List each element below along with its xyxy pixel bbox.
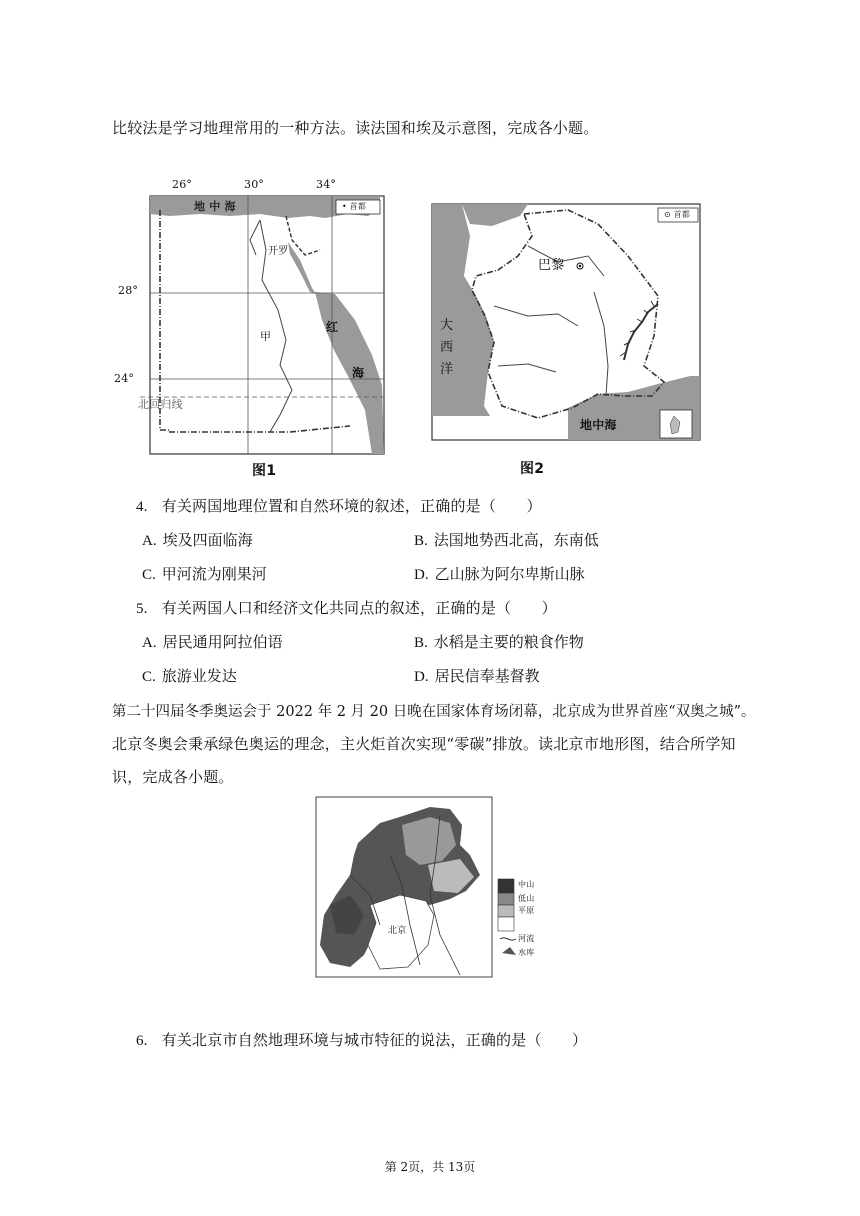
question-5 [136,597,557,618]
cairo-label: 开罗 [268,246,289,257]
figure-2-caption: 图2 [520,461,545,477]
lon-label-26: 26° [172,178,193,191]
page-footer: 第 2页，共 13页 [384,1160,476,1174]
beijing-map-svg [310,795,550,985]
red-sea-label-1: 红 [326,320,339,334]
q5-option-a[interactable]: A. 居民通用阿拉伯语 [142,633,283,651]
intro-text-1: 比较法是学习地理常用的一种方法。读法国和埃及示意图，完成各小题。 [112,119,599,137]
lat-label-24: 24° [114,372,135,385]
q4-option-d[interactable]: D. 乙山脉为阿尔卑斯山脉 [414,565,585,583]
q5-option-d[interactable]: D. 居民信奉基督教 [414,667,540,685]
question-5-number: 5. [136,601,148,617]
paris-label: 巴黎 [538,258,565,273]
question-4-stem: 有关两国地理位置和自然环境的叙述，正确的是（ ） [161,497,542,515]
question-6-stem: 有关北京市自然地理环境与城市特征的说法，正确的是（ ） [161,1031,588,1049]
mediterranean-label: 地 中 海 [194,200,236,213]
fig2-legend: ⊙ 首都 [664,210,691,219]
legend-plain: 平原 [518,906,535,915]
atlantic-label-2: 西 [440,340,454,355]
intro-text-2-line-3: 识，完成各小题。 [112,768,234,786]
egypt-map-svg [110,180,400,475]
figure-1-caption: 图1 [252,463,277,479]
figure-2-france-map [428,196,704,476]
france-map-svg [428,196,704,466]
atlantic-label-3: 洋 [440,362,454,377]
legend-mid-mountain: 中山 [518,880,535,889]
legend-river: 河流 [518,934,535,943]
lat-label-28: 28° [118,284,139,297]
question-5-stem: 有关两国人口和经济文化共同点的叙述，正确的是（ ） [161,599,557,617]
q4-option-c[interactable]: C. 甲河流为刚果河 [142,565,267,583]
lon-label-30: 30° [244,178,265,191]
intro-text-2-line-2: 北京冬奥会秉承绿色奥运的理念，主火炬首次实现“零碳”排放。读北京市地形图，结合所学知 [112,735,736,753]
tropic-label: 北回归线 [138,398,183,411]
lon-label-34: 34° [316,178,337,191]
q4-option-b[interactable]: B. 法国地势西北高，东南低 [414,531,599,549]
figure-3-beijing-map [310,795,550,985]
figure-1-egypt-map [110,178,400,479]
q4-option-a[interactable]: A. 埃及四面临海 [142,531,253,549]
fig1-legend: • 首都 [342,202,367,211]
river-jia-label: 甲 [260,330,272,343]
intro-text-2-line-1: 第二十四届冬季奥运会于 2022 年 2 月 20 日晚在国家体育场闭幕，北京成为世界首座“双奥之城”。 [112,704,756,720]
mediterranean-label-2: 地中海 [580,418,617,432]
legend-low-mountain: 低山 [518,894,535,903]
atlantic-label-1: 大 [440,318,454,333]
question-4 [136,495,542,516]
question-6-number: 6. [136,1033,148,1049]
red-sea-label-2: 海 [352,366,365,380]
beijing-label: 北京 [388,926,407,936]
q5-option-c[interactable]: C. 旅游业发达 [142,667,237,685]
question-4-number: 4. [136,499,148,515]
question-6 [136,1029,587,1050]
legend-reservoir: 水库 [518,948,535,957]
q5-option-b[interactable]: B. 水稻是主要的粮食作物 [414,633,584,651]
